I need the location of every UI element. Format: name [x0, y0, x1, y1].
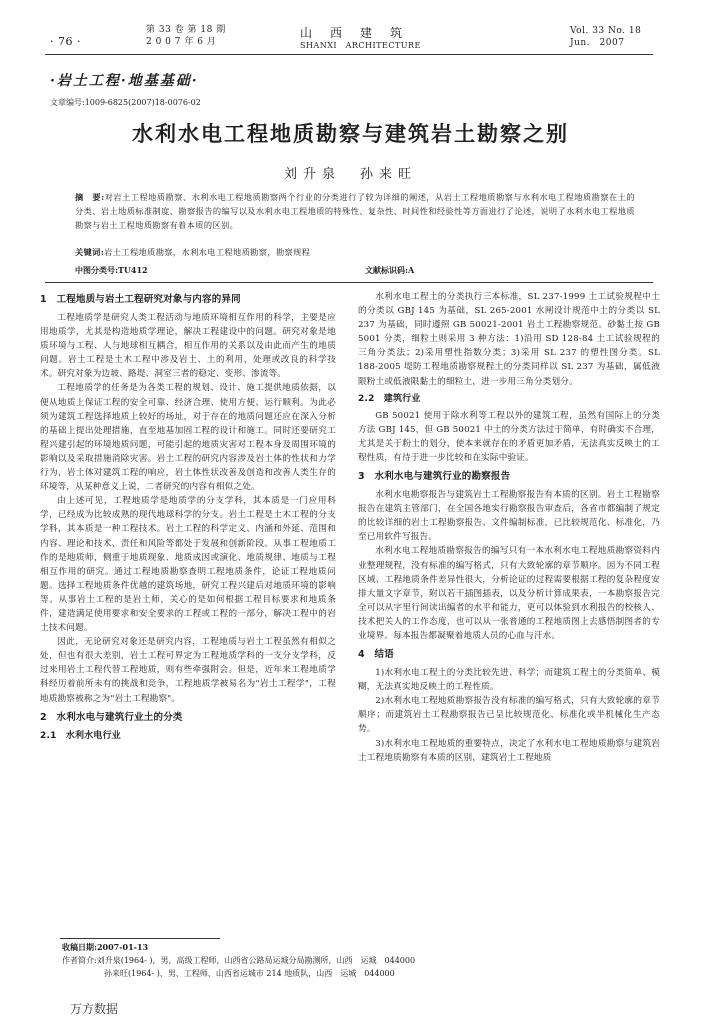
author-bio-1: 作者简介:刘升泉(1964- )，男，高级工程师，山西省公路局运城分局勘测所，山西 运城 044000 — [62, 956, 416, 965]
paragraph: GB 50021 使用于除水利等工程以外的建筑工程，虽然有国际上的分类方法 GBJ 145，但 GB 50021 中土的分类方法过于简单，有时确实不合理，尤其是关于粉土的划分，使本来就存在的矛盾更加矛盾，无法真实反映土的工程性质，有待于进一步比较和在实际中验证。 — [358, 410, 660, 463]
date-en: Jun. 2007 — [570, 38, 625, 48]
section-2-1-heading: 2.1 水利水电行业 — [40, 730, 121, 741]
section-3-heading: 3 水利水电与建筑行业的勘察报告 — [358, 471, 511, 483]
conclusion-item: 2)水利水电工程地质勘察报告没有标准的编写格式，只有大致轮廓的章节顺序；而建筑岩土工程勘察报告已呈比较规范化、标准化或半机械化生产态势。 — [358, 696, 660, 735]
journal-name-cn: 山 西 建 筑 — [300, 26, 406, 40]
paragraph: 工程地质学是研究人类工程活动与地质环境相互作用的科学，主要是应用地质学，尤其是构造地质学理论，解决工程建设中的问题。研究对象是地质环境与工程、人与地球相互耦合，相互作用的关系以及由此而产生的地质问题。岩土工程是土木工程中涉及岩土、土的利用，处理或改良的科学技术。研究对象为边坡、路堤、洞室三者的稳定、变形、渗流等。 — [40, 313, 336, 380]
conclusion-item: 3)水利水电工程地质的重要特点，决定了水利水电工程地质勘察与建筑岩土工程地质勘察有本质的区别，建筑岩土工程地质 — [358, 738, 660, 763]
section-1-heading: 1 工程地质与岩土工程研究对象与内容的异同 — [40, 294, 241, 305]
abstract-rule — [45, 282, 653, 283]
volume-issue-cn: 第 33 卷 第 18 期 — [146, 25, 226, 35]
page-number: · 76 · — [50, 35, 81, 48]
section-4-heading: 4 结语 — [358, 649, 394, 661]
volume-issue-en: Vol. 33 No. 18 — [570, 26, 642, 36]
paragraph: 水利水电工程土的分类执行三本标准，SL 237-1999 土工试验规程中土的分类以 GBJ 145 为基础，SL 265-2001 水闸设计规范中土的分类以 SL 237 为基础，同时遵照 GB 50021-2001 岩土工程勘察规范。砂黏土按 GB 5001 分类，细粒土则采用 3 种方法：1)沿用 SD 128-84 土工试验规程的三角分类法；2)采用塑性指数分类；3)采用 SL 237 的塑性图分类。SL 188-2005 堤防工程地质勘察规程土的分类同样以 SL 237 为基础，属低液限粉土或低液限黏土的细粒土，进一步用三角分类划分。 — [358, 292, 660, 387]
abstract — [75, 190, 635, 232]
abstract-text: 对岩土工程地质勘察、水利水电工程地质勘察两个行业的分类进行了较为详细的阐述，从岩土工程地质勘察与水利水电工程地质勘察在土的分类、岩土地质标准制度、勘察报告的编写以及水利水电工程地质的特殊性、复杂性、时间性和经验性等方面进行了论述，说明了水利水电工程地质勘察与岩土工程地质勘察有着本质的区别。 — [75, 192, 635, 230]
paragraph: 工程地质学的任务是为各类工程的规划、设计、施工提供地质依据，以便从地质上保证工程的安全可靠、经济合理、使用方便、运行顺利。为此必须为建筑工程选择地质上较好的场址，对于存在的地质问题还应在深入分析的基础上提出处理措施，直至地基加固工程的设计和施工。同时还要研究工程兴建引起的环境地质问题，可能引起的地质灾害对工程本身及周围环境的影响以及采取措施消除灾害。岩土工程的研究内容涉及岩土体的性状和力学行为，岩土体对建筑工程的响应，岩土体性状改善及创造和改善人类生存的环境等，从某种意义上说，二者研究的内容有相似之处。 — [40, 383, 336, 493]
section-tag: ·岩土工程·地基基础· — [50, 73, 199, 89]
footnote-rule — [60, 938, 220, 939]
right-column — [358, 290, 660, 765]
database-watermark: 万方数据 — [70, 1002, 119, 1016]
footnotes — [62, 941, 662, 980]
document-code: 文献标识码:A — [365, 265, 415, 275]
keywords-text: 岩土工程地质勘察，水利水电工程地质勘察，勘察规程 — [104, 247, 311, 257]
conclusion-item: 1)水利水电工程土的分类比较先进、科学；而建筑工程土的分类简单、模糊，无法真实地反映土的工程性质。 — [358, 668, 660, 693]
keywords — [75, 245, 635, 259]
section-2-2-heading: 2.2 建筑行业 — [358, 393, 421, 404]
abstract-label: 摘 要: — [75, 192, 105, 202]
authors: 刘升泉 孙来旺 — [283, 167, 417, 182]
header-rule — [45, 54, 653, 55]
paragraph: 由上述可见，工程地质学是地质学的分支学科，其本质是一门应用科学，已经成为比较成熟的现代地球科学的分支。岩土工程是土木工程的分支学科，其本质是一种工程技术。岩土工程的科学定义、内涵和外延、范围和内容、理论和技术、责任和风险等都处于发展和创新阶段。从事工程地质工作的是地质师，侧重于地质现象、地质成因或演化、地质规律、地质与工程相互作用的研究。通过工程地质勘察查明工程地质条件，论证工程地质问题。选择工程地质条件优越的建筑场地，研究工程兴建后对地质环境的影响等。从事岩土工程的是岩土师，关心的是如何根据工程目标要求和地质条件，建造满足使用要求和安全要求的工程或工程的一部分，解决工程中的岩土技术问题。 — [40, 496, 336, 634]
article-title: 水利水电工程地质勘察与建筑岩土勘察之别 — [132, 122, 569, 146]
journal-name-en: SHANXI ARCHITECTURE — [300, 41, 421, 50]
section-2-heading: 2 水利水电与建筑行业土的分类 — [40, 711, 183, 723]
author-bio-2: 孙来旺(1964- )，男，工程师，山西省运城市 214 地质队，山西 运城 044000 — [104, 969, 395, 978]
paragraph: 水利水电工程地质勘察报告的编写只有一本水利水电工程地质勘察资料内业整理规程，没有标准的编写格式，只有大致轮廓的章节顺序。因为不同工程区域、工程地质条件差异性很大，分析论证的过程需要根据工程的复杂程度安排大量文字章节，附以若干插图插表，以及分析计算成果表，一本勘察报告完全可以从字里行间读出编者的水平和能力，更可以体验到水利报告的校核人、技术把关人的工作态度，也可以从一张普通的工程地质图上去感悟制图者的专业境界。每本报告都凝聚着地质人员的心血与汗水。 — [358, 546, 660, 641]
date-cn: 2 0 0 7 年 6 月 — [146, 37, 217, 47]
clc-number: 中图分类号:TU412 — [75, 265, 148, 275]
paragraph: 水利水电勘察报告与建筑岩土工程勘察报告有本质的区别。岩土工程勘察报告在建筑主管部门，在全国各地实行勘察报告审查后，各省市都编制了规定的比较详细的岩土工程勘察报告、文件编制标准，已比较规范化、标准化，乃至已用软件写报告。 — [358, 490, 660, 543]
paragraph: 因此，无论研究对象还是研究内容，工程地质与岩土工程虽然有相似之处，但也有很大差别，岩土工程可界定为工程地质学科的一支分支学科，反过来用岩土工程代替工程地质，则有些牵强附会。但是，近年来工程地质学科经历着前所未有的挑战和竞争，工程地质学被易名为"岩土工程学"，工程地质勘察被称之为"岩土工程勘察"。 — [40, 637, 336, 704]
keywords-label: 关键词: — [75, 247, 105, 257]
left-column — [40, 288, 336, 746]
article-number: 文章编号:1009-6825(2007)18-0076-02 — [50, 98, 201, 107]
received-date: 收稿日期:2007-01-13 — [62, 942, 149, 952]
